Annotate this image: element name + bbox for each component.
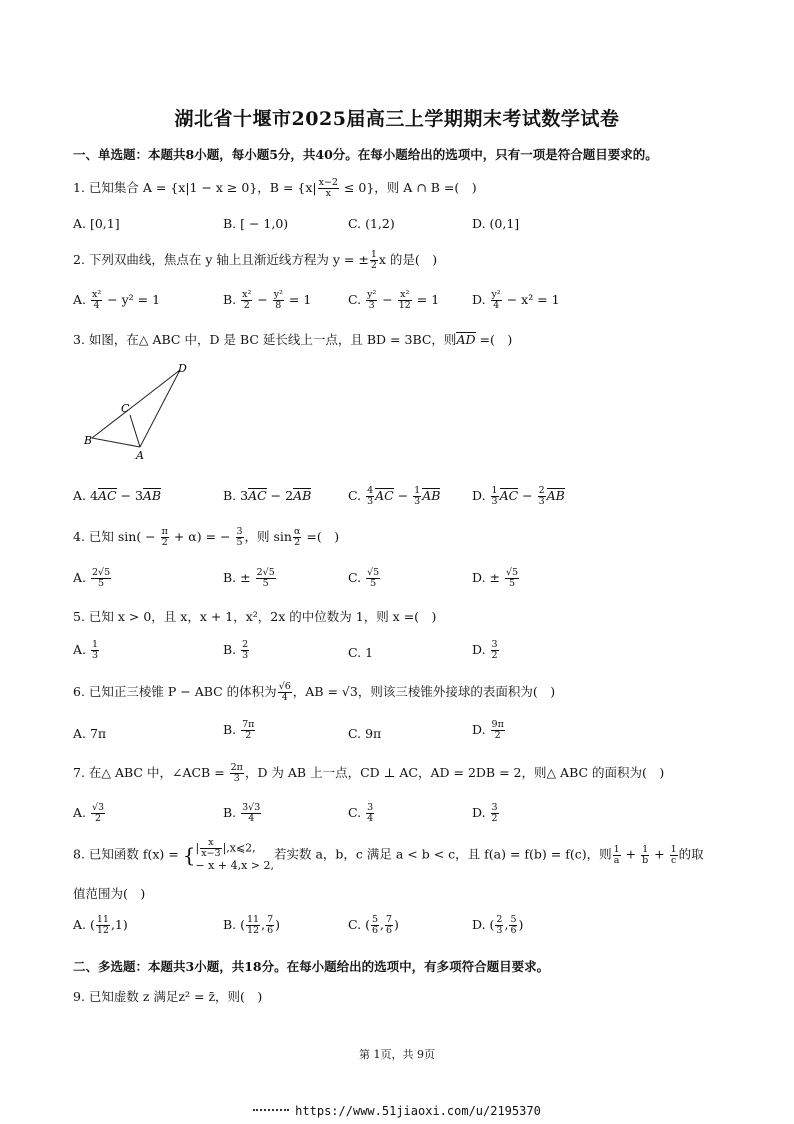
question-7-option-a: A. $\frac{√3}{2}$ (73, 802, 105, 824)
question-3-option-a: A. 4AC − 3AB (73, 488, 162, 503)
question-8-option-d: D. ( $\frac{2}{3}$ , $\frac{5}{6}$ ) (472, 914, 524, 936)
triangle-figure (80, 360, 200, 460)
question-2-option-a: A. $\frac{\text{x²}}{4}$ − y² = 1 (73, 289, 161, 311)
question-6-option-a: A. 7π (73, 726, 107, 741)
question-7-option-d: D. $\frac{3}{2}$ (472, 802, 498, 824)
question-8-stem: 8. 已知函数 f(x) = { | $\frac{x}{x-3}$ |,x⩽2, − x + 4,x > 2, 若实数 a，b，c 满足 a < b < c，且 f(a) = f(b) = f(c)，则 $\frac{1}{a}$ + $\frac{1}{b}$ + $\frac{1}{c}$ 的取 (73, 837, 704, 872)
question-8-option-a: A. ( $\frac{11}{12}$ ,1) (73, 914, 128, 936)
page-title: 湖北省十堰市2025届高三上学期期末考试数学试卷 (174, 108, 620, 130)
question-5-option-b: B. $\frac{2}{3}$ (223, 639, 249, 661)
question-2-stem: 2. 下列双曲线，焦点在 y 轴上且渐近线方程为 y = ± $\frac{1}{2}$ x 的是( ) (73, 249, 438, 271)
question-5-option-c: C. 1 (348, 645, 374, 660)
question-6-option-d: D. $\frac{9\pi}{2}$ (472, 719, 504, 741)
question-1-option-c: C. (1,2) (348, 216, 395, 231)
question-4-option-b: B. ± $\frac{2√5}{5}$ (223, 567, 275, 589)
question-9-stem: 9. 已知虚数 z 满足z² = z̄，则( ) (73, 989, 263, 1004)
question-6-option-b: B. $\frac{7\pi}{2}$ (223, 719, 255, 741)
question-4-option-d: D. ± $\frac{√5}{5}$ (472, 567, 519, 589)
question-1-stem: 1. 已知集合 A = {x|1 − x ≥ 0}，B = {x| $\frac{x-2}{x}$ ≤ 0}，则 A ∩ B =( ) (73, 177, 477, 199)
question-1-option-b: B. [ − 1,0) (223, 216, 289, 231)
label-c: C (121, 402, 130, 415)
question-6-option-c: C. 9π (348, 726, 382, 741)
question-3-option-c: C. $\frac{4}{3}$ AC − $\frac{1}{3}$ AB (348, 485, 441, 507)
watermark: https://www.51jiaoxi.com/u/2195370 (0, 1104, 794, 1118)
question-8-option-b: B. ( $\frac{11}{12}$ , $\frac{7}{6}$ ) (223, 914, 281, 936)
question-5-stem: 5. 已知 x > 0，且 x，x + 1，x²，2x 的中位数为 1，则 x =( ) (73, 609, 437, 624)
label-b: B (84, 434, 93, 447)
question-1-option-d: D. (0,1] (472, 216, 520, 231)
question-7-option-c: C. $\frac{3}{4}$ (348, 802, 374, 824)
question-2-option-c: C. $\frac{\text{y²}}{3}$ − $\frac{\text{x²}}{12}$ = 1 (348, 289, 440, 311)
question-5-option-d: D. $\frac{3}{2}$ (472, 639, 498, 661)
question-7-option-b: B. $\frac{3√3}{4}$ (223, 802, 261, 824)
question-3-stem: 3. 如图，在△ ABC 中，D 是 BC 延长线上一点，且 BD = 3BC，则AD =( ) (73, 332, 513, 347)
question-4-option-a: A. $\frac{2√5}{5}$ (73, 567, 111, 589)
question-3-option-d: D. $\frac{1}{3}$ AC − $\frac{2}{3}$ AB (472, 485, 565, 507)
question-4-stem: 4. 已知 sin( − $\frac{\pi}{2}$ + α) = − $\frac{3}{5}$ ，则 sin $\frac{\alpha}{2}$ =( ) (73, 526, 340, 548)
section-1-heading: 一、单选题：本题共8小题，每小题5分，共40分。在每小题给出的选项中，只有一项是符合题目要求的。 (73, 147, 658, 162)
question-7-stem: 7. 在△ ABC 中，∠ACB = $\frac{2\pi}{3}$ ，D 为 AB 上一点，CD ⊥ AC，AD = 2DB = 2，则△ ABC 的面积为( ) (73, 762, 665, 784)
question-2-option-b: B. $\frac{\text{x²}}{2}$ − $\frac{\text{y²}}{8}$ = 1 (223, 289, 312, 311)
question-5-option-a: A. $\frac{1}{3}$ (73, 639, 99, 661)
label-d: D (178, 362, 187, 375)
question-2-option-d: D. $\frac{\text{y²}}{4}$ − x² = 1 (472, 289, 560, 311)
page-footer: 第 1页，共 9页 (359, 1048, 435, 1061)
question-3-option-b: B. 3AC − 2AB (223, 488, 312, 503)
question-8-stem-cont: 值范围为( ) (73, 886, 146, 901)
question-4-option-c: C. $\frac{√5}{5}$ (348, 567, 380, 589)
section-2-heading: 二、多选题：本题共3小题，共18分。在每小题给出的选项中，有多项符合题目要求。 (73, 959, 550, 974)
watermark-logo-icon (253, 1109, 289, 1115)
question-6-stem: 6. 已知正三棱锥 P − ABC 的体积为 $\frac{√6}{4}$ ，AB = √3，则该三棱锥外接球的表面积为( ) (73, 681, 556, 703)
label-a: A (136, 449, 144, 460)
question-8-option-c: C. ( $\frac{5}{6}$ , $\frac{7}{6}$ ) (348, 914, 399, 936)
question-1-option-a: A. [0,1] (73, 216, 120, 231)
